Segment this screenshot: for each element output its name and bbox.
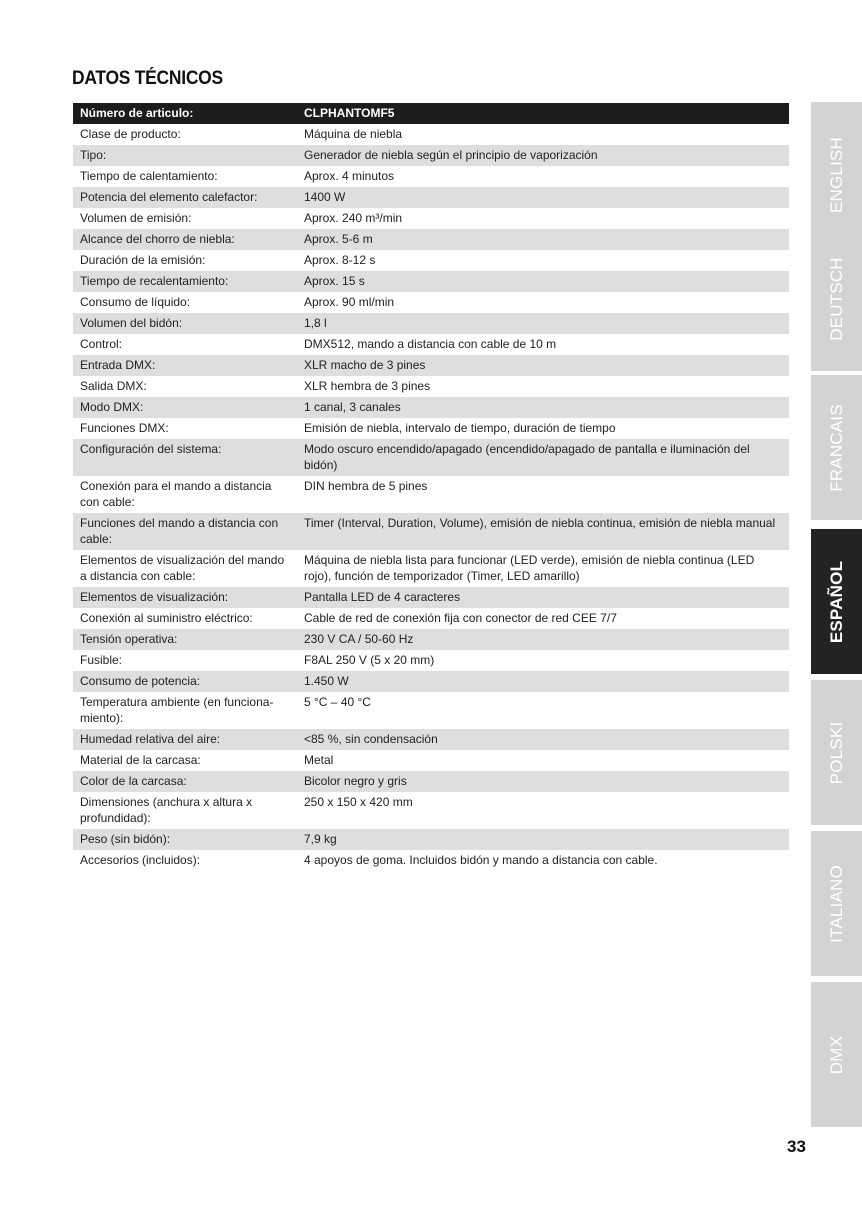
spec-label: Dimensiones (anchura x altura x profundidad):	[80, 795, 253, 825]
spec-label: Clase de producto:	[80, 127, 181, 141]
table-row	[73, 397, 789, 418]
spec-label: Control:	[80, 337, 123, 351]
tab-label: FRANCAIS	[826, 403, 846, 492]
table-row	[73, 229, 789, 250]
table-row	[73, 829, 789, 850]
spec-label: Temperatura ambiente (en funciona-miento):	[80, 695, 274, 725]
spec-value: CLPHANTOMF5	[297, 103, 789, 124]
spec-value: Emisión de niebla, intervalo de tiempo, duración de tiempo	[304, 421, 616, 435]
table-row	[73, 250, 789, 271]
table-row	[73, 671, 789, 692]
spec-label: Funciones del mando a distancia con cable:	[73, 513, 297, 550]
spec-value: 1.450 W	[297, 671, 789, 692]
tab-deutsch[interactable]	[811, 226, 862, 371]
tab-label: POLSKI	[826, 721, 846, 784]
table-row	[73, 376, 789, 397]
spec-label: Tipo:	[73, 145, 297, 166]
spec-label: Configuración del sistema:	[73, 439, 297, 476]
spec-label: Conexión al suministro eléctrico:	[80, 611, 253, 625]
table-row	[73, 850, 789, 871]
spec-label: Material de la carcasa:	[80, 753, 201, 767]
spec-value: Pantalla LED de 4 caracteres	[297, 587, 789, 608]
spec-value: 7,9 kg	[297, 829, 789, 850]
spec-label: Consumo de líquido:	[80, 295, 191, 309]
table-row	[73, 334, 789, 355]
spec-label: Entrada DMX:	[73, 355, 297, 376]
spec-value: Aprox. 90 ml/min	[304, 295, 395, 309]
spec-value: XLR hembra de 3 pines	[304, 379, 431, 393]
table-row	[73, 771, 789, 792]
table-row	[73, 187, 789, 208]
spec-value: 1,8 l	[297, 313, 789, 334]
spec-label: Tiempo de recalentamiento:	[73, 271, 297, 292]
spec-label: Consumo de potencia:	[73, 671, 297, 692]
spec-value: 4 apoyos de goma. Incluidos bidón y mando a distancia con cable.	[304, 853, 658, 867]
spec-value: DMX512, mando a distancia con cable de 10 m	[304, 337, 557, 351]
table-row	[73, 650, 789, 671]
table-row	[73, 418, 789, 439]
table-row	[73, 692, 789, 729]
spec-label: Alcance del chorro de niebla:	[73, 229, 297, 250]
table-row	[73, 313, 789, 334]
spec-label: Salida DMX:	[80, 379, 147, 393]
spec-label: Modo DMX:	[73, 397, 297, 418]
table-header-row	[73, 103, 789, 124]
spec-value: 1 canal, 3 canales	[297, 397, 789, 418]
page-title: DATOS TÉCNICOS	[72, 68, 223, 89]
spec-value: 250 x 150 x 420 mm	[304, 795, 413, 809]
table-row	[73, 208, 789, 229]
tab-dmx[interactable]	[811, 982, 862, 1127]
spec-value: XLR macho de 3 pines	[297, 355, 789, 376]
spec-label: Accesorios (incluidos):	[80, 853, 201, 867]
tab-label: DMX	[826, 1035, 846, 1074]
spec-value: Cable de red de conexión fija con conector de red CEE 7/7	[304, 611, 617, 625]
spec-label: Humedad relativa del aire:	[73, 729, 297, 750]
table-row	[73, 292, 789, 313]
spec-label: Elementos de visualización del mando a distancia con cable:	[80, 553, 285, 583]
table-row	[73, 439, 789, 476]
table-row	[73, 355, 789, 376]
spec-label: Fusible:	[80, 653, 123, 667]
specifications-table	[73, 103, 789, 871]
spec-value: DIN hembra de 5 pines	[304, 479, 428, 493]
tab-italiano[interactable]	[811, 831, 862, 976]
table-row	[73, 629, 789, 650]
spec-value: <85 %, sin condensación	[297, 729, 789, 750]
spec-value: Bicolor negro y gris	[297, 771, 789, 792]
tab-espanol[interactable]	[811, 529, 862, 674]
spec-label: Tiempo de calentamiento:	[80, 169, 218, 183]
spec-label: Elementos de visualización:	[73, 587, 297, 608]
spec-value: Aprox. 240 m³/min	[304, 211, 403, 225]
table-row	[73, 587, 789, 608]
spec-value: 230 V CA / 50-60 Hz	[297, 629, 789, 650]
tab-label: ENGLISH	[826, 136, 846, 213]
table-row	[73, 792, 789, 829]
spec-label: Volumen del bidón:	[73, 313, 297, 334]
spec-label: Funciones DMX:	[80, 421, 169, 435]
table-row	[73, 750, 789, 771]
tab-francais[interactable]	[811, 375, 862, 520]
spec-label: Duración de la emisión:	[80, 253, 206, 267]
spec-value: Timer (Interval, Duration, Volume), emisión de niebla continua, emisión de niebla manual	[297, 513, 789, 550]
table-row	[73, 513, 789, 550]
spec-label: Número de articulo:	[73, 103, 297, 124]
spec-label: Volumen de emisión:	[80, 211, 192, 225]
spec-value: Aprox. 4 minutos	[304, 169, 395, 183]
tab-polski[interactable]	[811, 680, 862, 825]
spec-value: 1400 W	[297, 187, 789, 208]
spec-label: Conexión para el mando a distancia con cable:	[80, 479, 272, 509]
spec-value: Modo oscuro encendido/apagado (encendido/apagado de pantalla e iluminación del bidón)	[297, 439, 789, 476]
spec-value: Máquina de niebla lista para funcionar (LED verde), emisión de niebla continua (LED rojo), función de temporizador (Timer, LED amarillo)	[304, 553, 755, 583]
spec-label: Peso (sin bidón):	[73, 829, 297, 850]
spec-label: Potencia del elemento calefactor:	[73, 187, 297, 208]
table-row	[73, 550, 789, 587]
table-row	[73, 124, 789, 145]
page-number: 33	[787, 1137, 806, 1156]
spec-value: F8AL 250 V (5 x 20 mm)	[304, 653, 435, 667]
spec-value: Aprox. 15 s	[297, 271, 789, 292]
spec-label: Tensión operativa:	[73, 629, 297, 650]
spec-value: 5 °C – 40 °C	[304, 695, 371, 709]
spec-value: Generador de niebla según el principio de vaporización	[297, 145, 789, 166]
spec-value: Máquina de niebla	[304, 127, 403, 141]
table-row	[73, 145, 789, 166]
table-row	[73, 166, 789, 187]
spec-value: Aprox. 8-12 s	[304, 253, 376, 267]
table-row	[73, 271, 789, 292]
table-row	[73, 608, 789, 629]
tab-label: ITALIANO	[826, 864, 846, 943]
spec-label: Color de la carcasa:	[73, 771, 297, 792]
spec-value: Metal	[304, 753, 334, 767]
table-row	[73, 476, 789, 513]
tab-label: ESPAÑOL	[826, 560, 846, 643]
table-row	[73, 729, 789, 750]
tab-label: DEUTSCH	[826, 256, 846, 341]
spec-value: Aprox. 5-6 m	[297, 229, 789, 250]
